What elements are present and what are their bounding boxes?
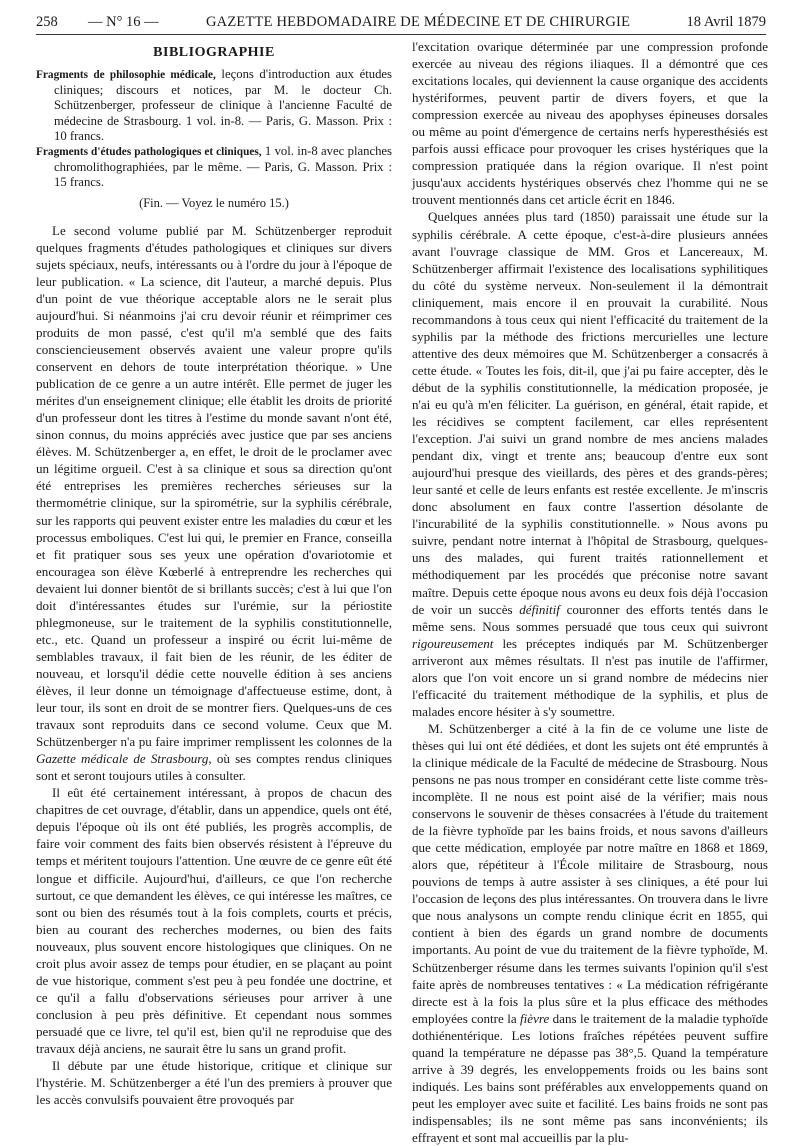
paragraph: Le second volume publié par M. Schützenberger reproduit quelques fragments d'études pathologiques et cliniques sur divers sujets spéciaux, neufs, intéressants ou à l'ordre du jour à l'époque de leur publication. « La science, dit l'auteur, a marché depuis. Plus d'un point de vue théorique acceptable alors ne le serait plus aujourd'hui. Si néanmoins j'ai cru devoir réunir et réimprimer ces produits de mon passé, c'est qu'il m'a semblé que des faits consciencieusement observés avaient une valeur propre qu'ils conservent en dehors de toute interprétation théorique. » Une publication de ce genre a un autre intérêt. Elle permet de juger les mérites d'un enseignement clinique; elle établit les droits de priorité d'un professeur dont les titres à l'estime du monde savant n'ont été, sinon connus, du moins appréciés avec justice que par ses anciens élèves. M. Schützenberger a, en effet, le droit de le proclamer avec un légitime orgueil. C'est à sa clinique et sous sa direction qu'ont été entreprises les premières recherches sérieuses sur la thermométrie clinique, sur la spirométrie, sur la syphilis cérébrale, sur les rapports qui peuvent exister entre les maladies du cœur et les processus emboliques. C'est lui qui, le premier en France, conseilla et fit pratiquer sous ses yeux une opération d'ovariotomie et encouragea son élève Kœberlé à entreprendre les recherches qui devaient lui donner bientôt de si brillants succès; c'est à lui que l'on doit d'intéressantes études sur l'urémie, sur la périostite phlegmoneuse, sur le traitement de la syphilis constitutionnelle, etc., etc. Quand un professeur a inspiré ou écrit lui-même de semblables travaux, il fait bien de les réunir, de les éditer de nouveau, et lorsqu'il dédie cette nouvelle édition à ses anciens élèves, il leur donne un témoignage d'affectueuse estime, dont, à leur tour, ils sont en droit de se montrer fiers. Quelques-uns de ces travaux sont reproduits dans ce second volume. Ceux que M. Schützenberger n'a pu faire imprimer remplissent les colonnes de la Gazette médicale de Strasbourg, où ses comptes rendus cliniques sont et seront toujours utiles à consulter.	[36, 222, 392, 784]
left-column	[36, 44, 392, 1108]
paragraph: Il débute par une étude historique, critique et clinique sur l'hystérie. M. Schützenberger a été l'un des premiers à prouver que les accès convulsifs pouvaient être provoqués par	[36, 1058, 392, 1108]
paragraph: M. Schützenberger a cité à la fin de ce volume une liste de thèses qui lui ont été dédiées, et dont les sujets ont été empruntés à la clinique médicale de la Faculté de médecine de Strasbourg. Nous pensons ne pas nous tromper en considérant cette liste comme très-incomplète. Il ne nous est point aisé de la vérifier; mais nous conservons le souvenir de thèses consacrées à l'étude du traitement de la fièvre typhoïde par les bains froids, et nous savons d'ailleurs que cette médication, employée par notre maître en 1868 et 1869, alors que, répétiteur à l'École militaire de Strasbourg, nous pouvions de temps à autre assister à ses cliniques, a été pour lui l'occasion de leçons des plus intéressantes. On trouvera dans le livre que nous analysons un compte rendu clinique écrit en 1855, qui contient à bien des égards un grand nombre de documents importants. Au point de vue du traitement de la fièvre typhoïde, M. Schützenberger résume dans les termes suivants l'opinion qu'il s'est faite après de nombreuses tentatives : « La médication réfrigérante directe est à la fois la plus sûre et la plus efficace des méthodes employées contre la fièvre dans le traitement de la maladie typhoïde dothiénentérique. Les lotions fraîches répétées peuvent suffire quand la température ne dépasse pas 38°,5. Quand la température arrive à 39 degrés, les enveloppements froids ou les bains sont indiqués. Les bains sont préférables aux enveloppements quand on peut les employer avec suite et facilité. Les bains froids ne sont pas indispensables; ils ne sont même pas sans inconvénients; ils effrayent et sont mal accueillis par la plu-	[412, 720, 768, 1145]
entry-2-title: Fragments d'études pathologiques et cliniques,	[36, 146, 262, 159]
bibliography-entry-1	[36, 67, 392, 144]
header-rule	[36, 34, 766, 35]
paragraph: l'excitation ovarique déterminée par une compression profonde exercée au niveau des régions iliaques. Il a démontré que ces excitations locales, qui deviennent la cause organique des accidents hystériformes, peuvent partir de divers foyers, et que la compression exercée au niveau des apophyses épineuses dorsales ou même au point d'émergence de certains nerfs hyperesthésiés est parfois aussi efficace pour provoquer les crises hystériques que la compression pratiquée dans la région ovarique. Il n'est point jusqu'aux accidents hystériques observés chez l'homme qui ne se trouvent mentionnés dans cet article écrit en 1846.	[412, 39, 768, 208]
bibliography-entry-2	[36, 144, 392, 191]
entry-1-title: Fragments de philosophie médicale,	[36, 69, 216, 82]
issue-number: — N° 16 —	[88, 14, 159, 30]
entry-1-text: leçons d'introduction aux études cliniques; discours et notices, par M. le docteur Ch. Schützenberger, professeur de clinique à l'ancienne Faculté de médecine de Strasbourg. 1 vol. in-8. — Paris, G. Masson. Prix : 10 francs.	[54, 67, 392, 143]
issue-date: 18 Avril 1879	[686, 14, 766, 30]
continuation-note: (Fin. — Voyez le numéro 15.)	[139, 195, 289, 210]
page-number: 258	[36, 14, 58, 30]
paragraph: Quelques années plus tard (1850) paraissait une étude sur la syphilis cérébrale. A cette époque, c'est-à-dire plusieurs années avant l'ouvrage classique de MM. Gros et Lancereaux, M. Schützenberger affirmait l'existence des localisations syphilitiques du côté du système nerveux. Non-seulement il la démontrait cliniquement, mais encore il en prouvait la curabilité. Nous recommandons à tous ceux qui nient l'efficacité du traitement de la syphilis par la méthode des frictions mercurielles une lecture attentive des deux mémoires que M. Schützenberger a consacrés à cette étude. « Toutes les fois, dit-il, que j'ai pu faire accepter, dès le début de la syphilis constitutionnelle, la médication proposée, je n'ai eu qu'à m'en féliciter. La guérison, en général, était rapide, et les récidives se comptent facilement, car elles représentent l'exception. J'ai suivi un grand nombre de mes anciens malades pendant dix, vingt et trente ans; beaucoup d'entre eux sont aujourd'hui presque des vieillards, des pères et des grands-pères; leur santé et celle de leurs enfants est restée excellente. Je m'inscris donc absolument en faux contre l'assertion désolante de l'incurabilité de la syphilis constitutionnelle. » Nous avons pu suivre, pendant notre internat à l'hôpital de Strasbourg, quelques-uns des malades, qui furent traités rationnellement et méthodiquement par les procédés que préconise notre savant maître. Depuis cette époque nous avons eu deux fois déjà l'occasion de voir un succès définitif couronner des efforts tentés dans le même sens. Nous sommes persuadé que tous ceux qui suivront rigoureusement les préceptes indiqués par M. Schützenberger arriveront aux mêmes résultats. Il n'est pas inutile de l'affirmer, alors que l'on voit encore un si grand nombre de médecins nier l'efficacité du traitement méthodique de la syphilis, et plus de malades encore hésiter à s'y soumettre.	[412, 209, 768, 719]
paragraph: Il eût été certainement intéressant, à propos de chacun des chapitres de cet ouvrage, d'établir, dans un appendice, quels ont été, depuis l'époque où ils ont été publiés, les progrès accomplis, de faire voir comment des faits bien observés résistent à l'épreuve du temps et méritent toujours l'attention. Une œuvre de ce genre eût été longue et difficile. Aujourd'hui, d'ailleurs, ce que l'on recherche surtout, ce que demandent les élèves, ce qui intéresse les maîtres, ce sont ou bien des résumés tout à la fois complets, courts et précis, bien au courant des recherches modernes, ou bien des faits nouveaux, plus souvent encore histologiques que cliniques. On ne croit plus avoir assez de temps pour étudier, en se plaçant au point de vue historique, comment s'est peu à peu fondée une doctrine, et ce qu'il a fallu d'observations sérieuses pour arriver à une conclusion à peu près définitive. Et cependant nous sommes persuadé que ce livre, tel qu'il est, bien qu'il ne reproduise que des travaux déjà anciens, ne saurait être lu sans un grand profit.	[36, 785, 392, 1056]
entry-2-text: 1 vol. in-8 avec planches chromolithographiées, par le même. — Paris, G. Masson. Prix : 15 francs.	[54, 144, 392, 190]
journal-title: GAZETTE HEBDOMADAIRE DE MÉDECINE ET DE CHIRURGIE	[206, 14, 631, 30]
section-title: BIBLIOGRAPHIE	[153, 45, 275, 60]
page-header	[36, 10, 766, 32]
right-column	[412, 38, 768, 1146]
